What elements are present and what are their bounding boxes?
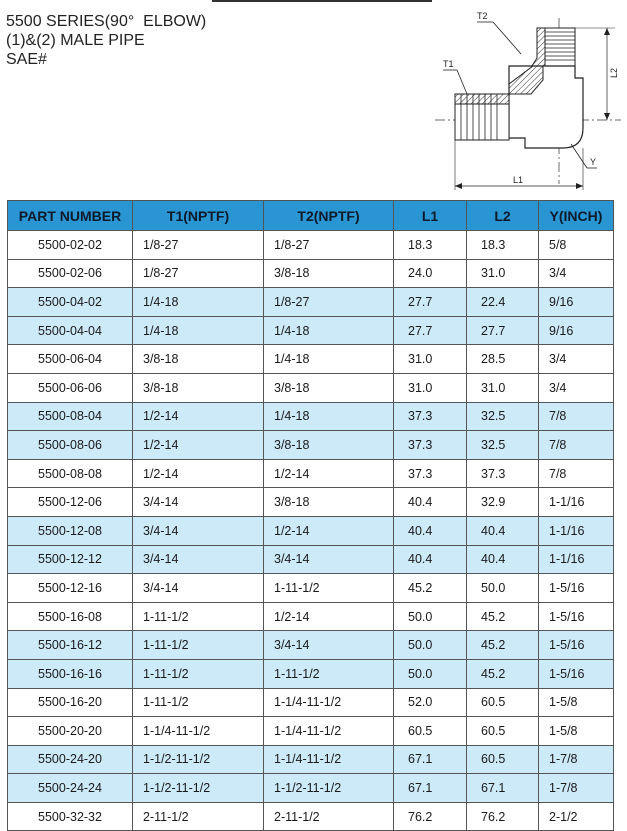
column-header: PART NUMBER (8, 201, 133, 231)
table-cell: 45.2 (394, 574, 467, 603)
table-row (8, 231, 614, 260)
table-row (8, 774, 614, 803)
table-cell: 3/8-18 (133, 373, 264, 402)
table-cell: 5500-12-08 (8, 516, 133, 545)
table-header-row (8, 201, 614, 231)
table-cell: 5500-16-16 (8, 659, 133, 688)
table-cell: 1-1/16 (539, 545, 614, 574)
table-cell: 3/8-18 (264, 431, 394, 460)
table-cell: 1-11-1/2 (133, 631, 264, 660)
table-row (8, 488, 614, 517)
label-l2: L2 (609, 67, 619, 78)
table-cell: 5500-20-20 (8, 717, 133, 746)
table-cell: 67.1 (394, 745, 467, 774)
table-cell: 50.0 (394, 659, 467, 688)
table-cell: 22.4 (467, 288, 539, 317)
table-cell: 5500-32-32 (8, 802, 133, 831)
table-cell: 40.4 (394, 545, 467, 574)
table-cell: 1/2-14 (133, 402, 264, 431)
table-cell: 1/8-27 (133, 231, 264, 260)
table-cell: 67.1 (467, 774, 539, 803)
table-cell: 5500-16-20 (8, 688, 133, 717)
table-cell: 5/8 (539, 231, 614, 260)
table-cell: 3/4-14 (133, 574, 264, 603)
table-row (8, 288, 614, 317)
table-cell: 9/16 (539, 316, 614, 345)
table-cell: 3/8-18 (264, 373, 394, 402)
table-cell: 37.3 (394, 459, 467, 488)
table-cell: 5500-12-16 (8, 574, 133, 603)
table-cell: 32.5 (467, 402, 539, 431)
table-cell: 1/2-14 (264, 602, 394, 631)
table-cell: 31.0 (467, 373, 539, 402)
table-cell: 1-5/16 (539, 602, 614, 631)
table-cell: 1-1/16 (539, 488, 614, 517)
column-header: L2 (467, 201, 539, 231)
label-l1: L1 (513, 175, 524, 185)
table-row (8, 345, 614, 374)
table-cell: 3/4 (539, 345, 614, 374)
table-cell: 3/8-18 (133, 345, 264, 374)
table-cell: 1/2-14 (133, 459, 264, 488)
table-cell: 3/4 (539, 373, 614, 402)
table-cell: 1-1/2-11-1/2 (133, 745, 264, 774)
table-cell: 3/8-18 (264, 259, 394, 288)
column-header: T2(NPTF) (264, 201, 394, 231)
table-cell: 1-1/4-11-1/2 (264, 717, 394, 746)
table-cell: 1-11-1/2 (264, 659, 394, 688)
table-cell: 7/8 (539, 402, 614, 431)
series-subtitle: (1)&(2) MALE PIPE (6, 32, 145, 49)
table-cell: 40.4 (467, 516, 539, 545)
table-cell: 32.9 (467, 488, 539, 517)
table-row (8, 431, 614, 460)
table-cell: 7/8 (539, 431, 614, 460)
table-cell: 40.4 (394, 488, 467, 517)
table-cell: 2-11-1/2 (264, 802, 394, 831)
table-cell: 5500-08-04 (8, 402, 133, 431)
table-cell: 1/8-27 (264, 288, 394, 317)
table-cell: 40.4 (394, 516, 467, 545)
table-row (8, 574, 614, 603)
table-cell: 1/8-27 (133, 259, 264, 288)
table-cell: 5500-16-12 (8, 631, 133, 660)
table-cell: 1/2-14 (133, 431, 264, 460)
table-row (8, 373, 614, 402)
table-cell: 5500-04-04 (8, 316, 133, 345)
elbow-fitting-drawing (425, 8, 625, 190)
table-cell: 1-7/8 (539, 745, 614, 774)
table-cell: 1-5/8 (539, 717, 614, 746)
table-cell: 67.1 (394, 774, 467, 803)
table-cell: 1/4-18 (133, 316, 264, 345)
table-cell: 3/4-14 (133, 488, 264, 517)
table-cell: 5500-06-04 (8, 345, 133, 374)
table-row (8, 659, 614, 688)
table-cell: 37.3 (394, 431, 467, 460)
table-cell: 60.5 (467, 745, 539, 774)
table-row (8, 717, 614, 746)
table-cell: 60.5 (394, 717, 467, 746)
table-cell: 28.5 (467, 345, 539, 374)
table-cell: 76.2 (394, 802, 467, 831)
table-cell: 27.7 (467, 316, 539, 345)
table-cell: 60.5 (467, 717, 539, 746)
table-cell: 3/4-14 (133, 516, 264, 545)
table-cell: 5500-02-02 (8, 231, 133, 260)
table-cell: 7/8 (539, 459, 614, 488)
table-cell: 5500-08-06 (8, 431, 133, 460)
table-row (8, 259, 614, 288)
table-cell: 1-11-1/2 (133, 688, 264, 717)
table-cell: 1-7/8 (539, 774, 614, 803)
table-cell: 1/4-18 (264, 402, 394, 431)
table-cell: 3/8-18 (264, 488, 394, 517)
table-cell: 5500-16-08 (8, 602, 133, 631)
table-row (8, 516, 614, 545)
table-cell: 1/4-18 (264, 316, 394, 345)
table-row (8, 802, 614, 831)
table-cell: 1/4-18 (133, 288, 264, 317)
table-cell: 5500-12-06 (8, 488, 133, 517)
label-t2: T2 (477, 11, 488, 21)
table-cell: 45.2 (467, 602, 539, 631)
table-cell: 1-11-1/2 (133, 602, 264, 631)
table-cell: 5500-12-12 (8, 545, 133, 574)
table-cell: 1-1/4-11-1/2 (264, 688, 394, 717)
table-cell: 1-11-1/2 (264, 574, 394, 603)
series-title: 5500 SERIES(90° ELBOW) (6, 13, 207, 30)
table-cell: 50.0 (467, 574, 539, 603)
table-cell: 18.3 (394, 231, 467, 260)
table-row (8, 602, 614, 631)
table-cell: 5500-04-02 (8, 288, 133, 317)
table-cell: 32.5 (467, 431, 539, 460)
table-cell: 1/8-27 (264, 231, 394, 260)
table-cell: 50.0 (394, 631, 467, 660)
table-cell: 1-1/16 (539, 516, 614, 545)
table-cell: 3/4-14 (264, 631, 394, 660)
table-row (8, 688, 614, 717)
table-cell: 3/4-14 (264, 545, 394, 574)
table-cell: 27.7 (394, 316, 467, 345)
table-cell: 40.4 (467, 545, 539, 574)
table-cell: 1-1/4-11-1/2 (133, 717, 264, 746)
table-cell: 3/4 (539, 259, 614, 288)
table-cell: 1-1/4-11-1/2 (264, 745, 394, 774)
table-cell: 1/2-14 (264, 516, 394, 545)
table-cell: 1-5/8 (539, 688, 614, 717)
table-row (8, 631, 614, 660)
part-spec-table (7, 200, 614, 831)
table-cell: 1-5/16 (539, 631, 614, 660)
table-cell: 31.0 (394, 345, 467, 374)
table-cell: 5500-02-06 (8, 259, 133, 288)
series-standard: SAE# (6, 51, 47, 68)
table-row (8, 545, 614, 574)
table-cell: 45.2 (467, 631, 539, 660)
table-cell: 5500-24-24 (8, 774, 133, 803)
table-cell: 9/16 (539, 288, 614, 317)
table-cell: 45.2 (467, 659, 539, 688)
table-cell: 60.5 (467, 688, 539, 717)
table-cell: 31.0 (394, 373, 467, 402)
table-cell: 50.0 (394, 602, 467, 631)
table-cell: 5500-24-20 (8, 745, 133, 774)
table-cell: 1/2-14 (264, 459, 394, 488)
table-cell: 31.0 (467, 259, 539, 288)
table-row (8, 745, 614, 774)
table-cell: 1/4-18 (264, 345, 394, 374)
table-cell: 37.3 (394, 402, 467, 431)
column-header: T1(NPTF) (133, 201, 264, 231)
table-cell: 27.7 (394, 288, 467, 317)
table-cell: 18.3 (467, 231, 539, 260)
table-cell: 1-1/2-11-1/2 (264, 774, 394, 803)
title-block (6, 12, 206, 69)
label-t1: T1 (443, 59, 454, 69)
table-cell: 2-11-1/2 (133, 802, 264, 831)
table-cell: 1-11-1/2 (133, 659, 264, 688)
table-cell: 37.3 (467, 459, 539, 488)
table-cell: 3/4-14 (133, 545, 264, 574)
column-header: L1 (394, 201, 467, 231)
label-y: Y (590, 157, 597, 167)
table-cell: 24.0 (394, 259, 467, 288)
table-cell: 2-1/2 (539, 802, 614, 831)
table-cell: 1-1/2-11-1/2 (133, 774, 264, 803)
top-rule (212, 0, 432, 2)
table-cell: 5500-06-06 (8, 373, 133, 402)
column-header: Y(INCH) (539, 201, 614, 231)
table-row (8, 316, 614, 345)
table-row (8, 402, 614, 431)
table-cell: 5500-08-08 (8, 459, 133, 488)
table-cell: 76.2 (467, 802, 539, 831)
table-cell: 1-5/16 (539, 659, 614, 688)
table-cell: 52.0 (394, 688, 467, 717)
table-cell: 1-5/16 (539, 574, 614, 603)
table-row (8, 459, 614, 488)
